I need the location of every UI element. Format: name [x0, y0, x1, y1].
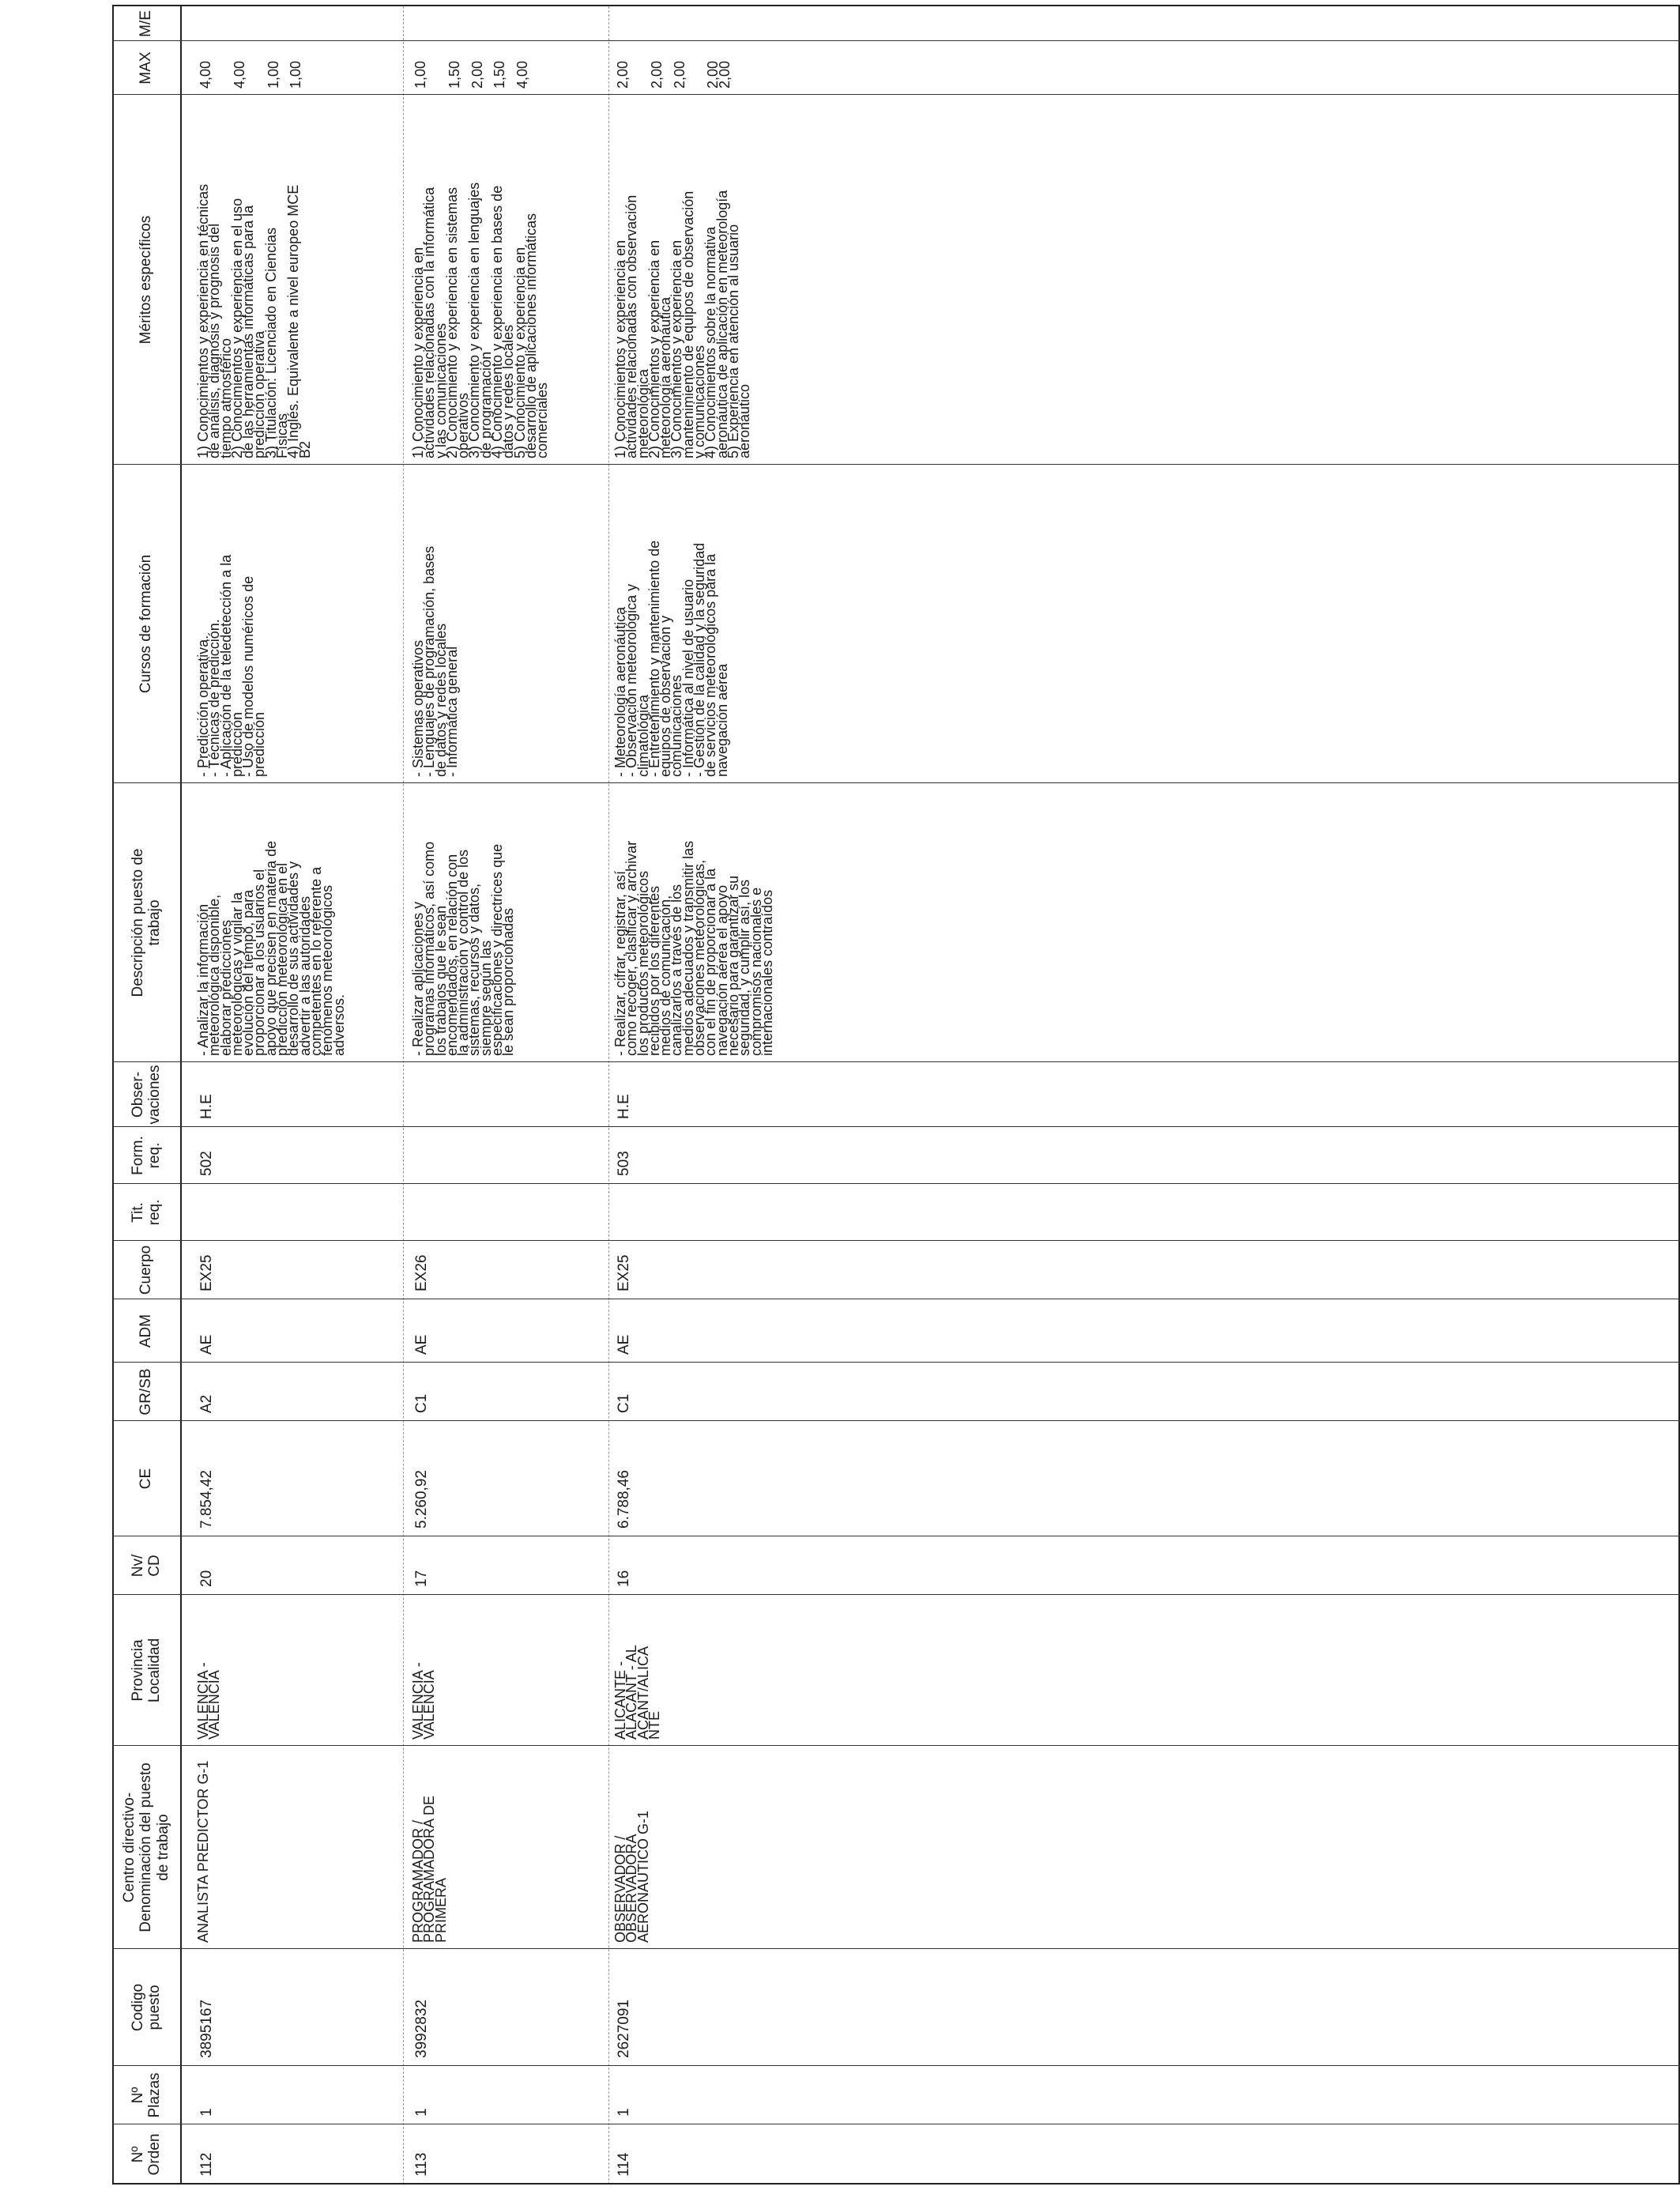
cell-codigo: 3992832	[413, 2000, 430, 2058]
column-rule	[112, 464, 1680, 465]
cell-descripcion: - Analizar la información meteorológica disponible, elaborar predicciones meteorológicas y vigilar la evolución del tiempo, para proporcionar a los usuarios el apoyo que precisen en materia de predicción meteorológica en el desarrollo de sus actividades y advertir a las autoridades competentes en lo referente a fenómenos meteorológicos adversos.	[195, 840, 347, 1056]
cell-cuerpo: EX25	[616, 1254, 632, 1291]
header-ce: CE	[137, 1468, 155, 1490]
column-rule	[112, 1061, 1680, 1062]
max-score: 2,00	[469, 60, 485, 89]
cell-codigo: 2627091	[616, 2000, 632, 2058]
column-rule	[112, 1594, 1680, 1595]
cell-nivel: 16	[616, 1570, 632, 1587]
max-score: 1,50	[492, 60, 508, 89]
max-score: 2,00	[615, 60, 631, 89]
cell-cursos: - Predicción operativa. - Técnicas de predicción. - Aplicación de la teledetección a la predicción - Uso de modelos numéricos de predicción	[195, 554, 268, 777]
cell-nivel: 17	[413, 1570, 430, 1587]
max-score: 1,00	[288, 60, 304, 89]
max-score: 1,50	[446, 60, 462, 89]
header-observaciones: Obser- vaciones	[129, 1065, 163, 1125]
column-rule	[112, 1183, 1680, 1184]
column-rule	[112, 2183, 1680, 2185]
header-nivel: Nv/ CD	[129, 1554, 163, 1578]
column-rule	[112, 1745, 1680, 1746]
cell-provincia: ALICANTE - ALACANT - AL ACANT/ALICA NTE	[612, 1645, 662, 1740]
cell-cuerpo: EX26	[413, 1254, 430, 1291]
max-score: 1,00	[412, 60, 428, 89]
cell-formacion: 502	[198, 1151, 215, 1176]
cell-orden: 114	[616, 2152, 632, 2177]
cell-cursos: - Meteorología aeronáutica - Observación meteorológica y climatológica - Entretenimiento y mantenimiento de equipos de observación y comunicaciones - Informática al nivel de usuario - Gestión de la calidad y la seguridad de servicios meteorológicos para la navegación aérea	[612, 540, 730, 777]
cell-cursos: - Sistemas operativos - Lenguajes de programación, bases de datos y redes locales - Informática general	[410, 545, 460, 777]
column-rule	[112, 1240, 1680, 1241]
cell-observaciones: H.E	[198, 1094, 215, 1119]
cell-formacion: 503	[616, 1151, 632, 1176]
header-max: MAX	[137, 51, 155, 85]
header-descripcion: Descripción puesto de trabajo	[129, 848, 163, 997]
max-score: 4,00	[231, 60, 247, 89]
cell-meritos: 1) Conocimiento y experiencia en actividades relacionadas con la informática y las comunicaciones 2) Conocimiento y experiencia en sistemas operativos 3) Conocimiento y experiencia en lenguajes de programación 4) Conocimiento y experiencia en bases de datos y redes locales 5) Conocimiento y experiencia en desarrollo de aplicaciones informáticas comerciales	[410, 182, 551, 458]
cell-plazas: 1	[413, 2108, 430, 2117]
cell-denominacion: OBSERVADOR / OBSERVADORA AERONAUTICO G-1	[612, 1810, 651, 1943]
max-score: 1,00	[265, 60, 281, 89]
cell-ce: 5.260,92	[413, 1470, 430, 1529]
column-rule	[112, 1420, 1680, 1421]
column-rule	[112, 1126, 1680, 1127]
cell-ce: 6.788,46	[616, 1470, 632, 1529]
header-titulacion: Tit. req.	[129, 1199, 163, 1226]
cell-orden: 113	[413, 2152, 430, 2177]
cell-adm: AE	[198, 1334, 215, 1355]
cell-plazas: 1	[198, 2108, 215, 2117]
header-provincia: Provincia Localidad	[129, 1638, 163, 1703]
cell-denominacion: PROGRAMADOR / PROGRAMADORA DE PRIMERA	[410, 1795, 449, 1943]
header-centro: Centro directivo- Denominación del puesto de trabajo	[121, 1762, 171, 1932]
cell-orden: 112	[198, 2152, 215, 2177]
row-separator	[403, 6, 404, 2185]
cell-meritos: 1) Conocimientos y experiencia en técnicas de análisis, diagnosis y prognosis del tiempo atmosférico 2) Conocimientos y experiencia en el uso de las herramientas informáticas para la predicción operativa 3) Titulación: Licenciado en Ciencias Físicas 4) Inglés. Equivalente a nivel europeo MCE B2	[195, 183, 313, 458]
max-score: 4,00	[514, 60, 530, 89]
cell-plazas: 1	[616, 2108, 632, 2117]
header-meritos: Méritos específicos	[137, 215, 155, 345]
header-codigo: Codigo puesto	[129, 1983, 163, 2032]
column-rule	[112, 94, 1680, 95]
cell-adm: AE	[413, 1334, 430, 1355]
max-score: 2,00	[705, 60, 721, 89]
cell-meritos: 1) Conocimientos y experiencia en actividades relacionadas con observación meteorológica 2) Conocimientos y experiencia en meteorología aeronáutica 3) Conocimientos y experiencia en mantenimiento de equipos de observación y comunicaciones 4) Conocimientos sobre la normativa aeronáutica de aplicación en meteorología 5) Experiencia en atención al usuario aeronáutico	[612, 190, 753, 458]
column-rule	[112, 782, 1680, 783]
max-score: 2,00	[648, 60, 665, 89]
max-score: 2,00	[716, 60, 733, 89]
header-bottom-rule	[180, 6, 182, 2185]
cell-grupo: A2	[198, 1394, 215, 1413]
header-orden: Nº Orden	[129, 2133, 163, 2176]
cell-nivel: 20	[198, 1570, 215, 1587]
max-score: 2,00	[671, 60, 687, 89]
header-me: M/E	[137, 10, 155, 37]
header-cursos: Cursos de formación	[137, 554, 155, 694]
column-rule	[112, 2065, 1680, 2066]
header-plazas: Nº Plazas	[129, 2072, 163, 2118]
header-formacion: Form. req.	[129, 1136, 163, 1175]
cell-cuerpo: EX25	[198, 1254, 215, 1291]
cell-descripcion: - Realizar, cifrar, registrar, así como recoger, clasificar y archivar los productos meteorológicos recibidos por los diferentes medios de comunicación, canalizarlos a través de los medios adecuados y transmitir las observaciones meteorológicas, con el fin de proporcionar a la navegación aérea el apoyo necesario para garantizar su seguridad, y cumplir así, los compromisos nacionales e internacionales contraídos	[612, 840, 775, 1056]
cell-codigo: 3895167	[198, 2000, 215, 2058]
cell-descripcion: - Realizar aplicaciones y programas informáticos, así como los trabajos que le sean encomendados, en relación con la administración y control de los sistemas, recursos y datos, siempre según las especificaciones y directrices que le sean proporcionadas	[410, 841, 517, 1056]
cell-provincia: VALENCIA - VALENCIA	[410, 1662, 438, 1740]
cell-adm: AE	[616, 1334, 632, 1355]
header-adm: ADM	[137, 1314, 155, 1348]
column-rule	[112, 5, 1680, 6]
cell-denominacion: ANALISTA PREDICTOR G-1	[195, 1760, 211, 1943]
column-rule	[112, 1362, 1680, 1363]
header-grupo: GR/SB	[137, 1368, 155, 1416]
cell-provincia: VALENCIA - VALENCIA	[195, 1662, 223, 1740]
cell-grupo: C1	[616, 1393, 632, 1413]
row-separator	[608, 6, 609, 2185]
cell-ce: 7.854,42	[198, 1470, 215, 1529]
column-rule	[112, 40, 1680, 41]
cell-grupo: C1	[413, 1393, 430, 1413]
header-cuerpo: Cuerpo	[137, 1245, 155, 1295]
column-rule	[112, 1948, 1680, 1949]
max-score: 4,00	[198, 60, 213, 89]
cell-observaciones: H.E	[616, 1094, 632, 1119]
